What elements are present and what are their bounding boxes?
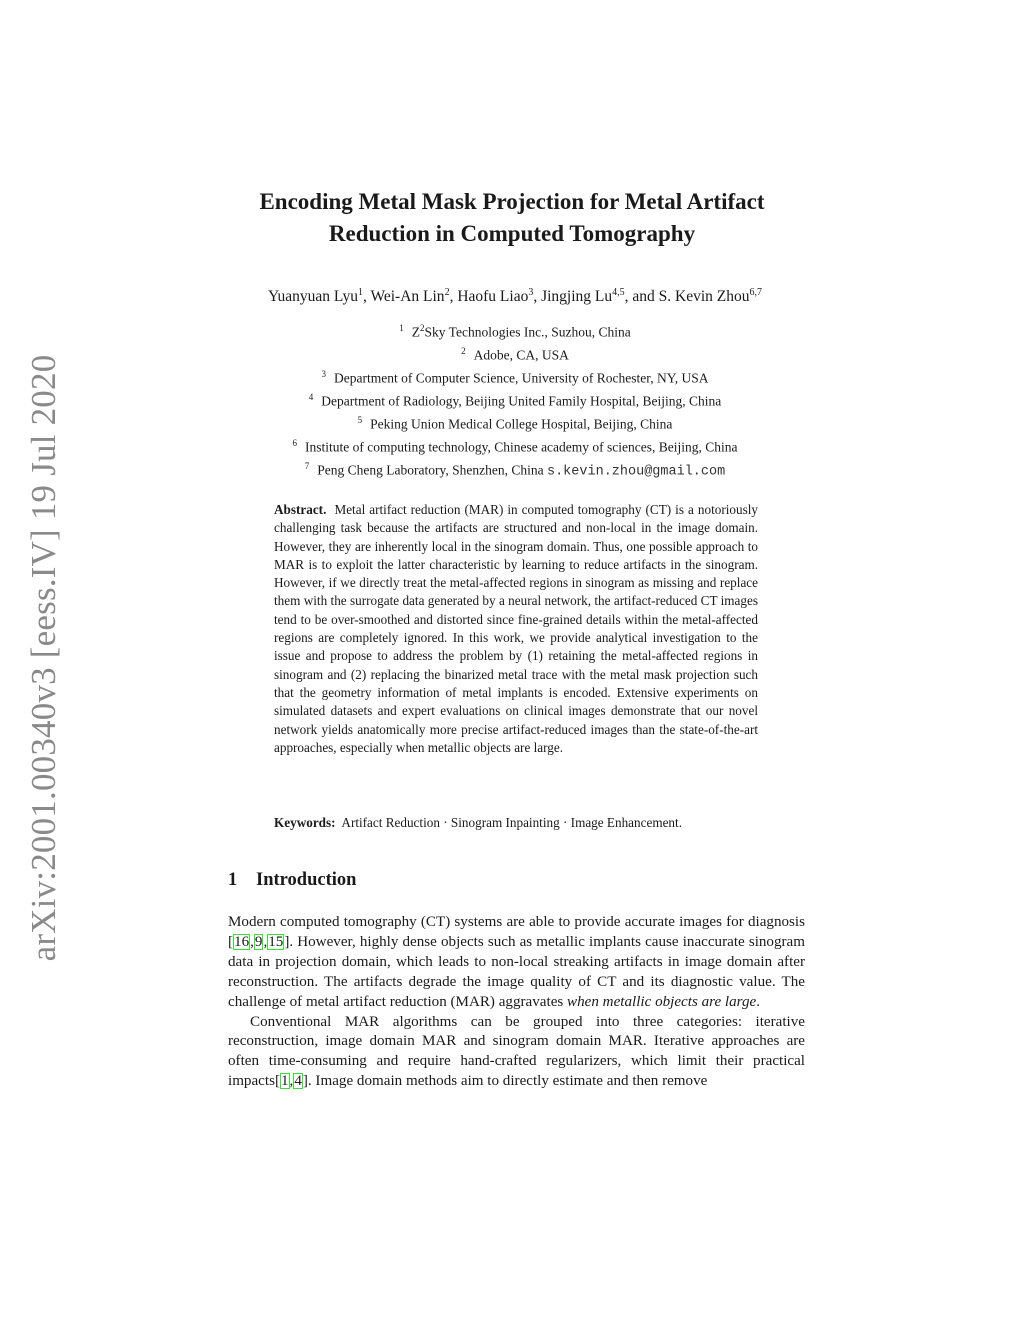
citation-sep: , bbox=[263, 933, 268, 950]
citation-link[interactable]: 15 bbox=[268, 933, 284, 950]
affiliation-number: 2 bbox=[461, 346, 466, 356]
affiliation-number: 7 bbox=[304, 461, 310, 471]
author-name: Wei-An Lin bbox=[370, 288, 445, 306]
affiliation-item bbox=[0, 434, 1024, 457]
keywords-label: Keywords: bbox=[274, 815, 336, 830]
citation-link[interactable]: 4 bbox=[294, 1073, 302, 1090]
affiliation-number: 3 bbox=[321, 369, 326, 379]
affiliation-text: Sky Technologies Inc., Suzhou, China bbox=[424, 324, 631, 340]
affiliation-text: Peng Cheng Laboratory, Shenzhen, China bbox=[317, 462, 544, 478]
citation-sep: , bbox=[289, 1073, 294, 1090]
citation-sep: , bbox=[250, 933, 254, 950]
paragraph bbox=[228, 913, 805, 1013]
section-heading bbox=[228, 868, 356, 892]
title-line-2: Reduction in Computed Tomography bbox=[328, 221, 696, 246]
affiliation-text: Peking Union Medical College Hospital, Beijing, China bbox=[370, 416, 673, 432]
author-sep: , bbox=[449, 288, 458, 306]
affiliation-item bbox=[0, 457, 1024, 482]
abstract-text: Metal artifact reduction (MAR) in computed tomography (CT) is a notoriously challenging task because the artifacts are structured and non-local in the image domain. However, they are inherently local in the sinogram domain. Thus, one possible approach to MAR is to exploit the latter characteristic by learning to reduce artifacts in the sinogram. However, if we directly treat the metal-affected regions in sinogram as missing and replace them with the surrogate data generated by a neural network, the artifact-reduced CT images tend to be over-smoothed and distorted since fine-grained details within the metal-affected regions are completely ignored. In this work, we provide analytical investigation to the issue and propose to address the problem by (1) retaining the metal-affected regions in sinogram and (2) replacing the binarized metal trace with the metal mask projection such that the geometry information of metal implants is encoded. Extensive experiments on simulated datasets and expert evaluations on clinical images demonstrate that our novel network yields anatomically more precise artifact-reduced images than the state-of-the-art approaches, especially when metallic objects are large. bbox=[274, 502, 758, 755]
author-name: Yuanyuan Lyu bbox=[268, 288, 358, 306]
author-list bbox=[0, 283, 1024, 307]
paragraph bbox=[228, 1013, 805, 1093]
affiliation-number: 1 bbox=[399, 323, 404, 333]
paper-title bbox=[0, 186, 1024, 250]
author-name: Haofu Liao bbox=[457, 288, 529, 306]
paragraph-text: ]. Image domain methods aim to directly estimate and then remove bbox=[302, 1073, 708, 1090]
keywords bbox=[274, 814, 758, 832]
author-sep: , bbox=[362, 288, 371, 306]
abstract bbox=[274, 501, 758, 757]
paragraph-text: ]. However, highly dense objects such as metallic implants cause inaccurate sinogram data in projection domain, which leads to non-local streaking artifacts in image domain after reconstruction. The artifacts degrade the image quality of CT and its diagnostic value. The challenge of metal artifact reduction (MAR) aggravates bbox=[228, 933, 805, 1010]
keywords-text: Artifact Reduction · Sinogram Inpainting · Image Enhancement. bbox=[341, 815, 682, 830]
author-name: Jingjing Lu bbox=[541, 288, 613, 306]
affiliation-company-sup: 2 bbox=[420, 323, 425, 333]
section-title: Introduction bbox=[256, 870, 357, 890]
affiliation-list bbox=[0, 319, 1024, 482]
author-name: S. Kevin Zhou bbox=[658, 288, 750, 306]
affiliation-company-prefix: Z bbox=[411, 324, 421, 340]
author-sup: 2 bbox=[444, 287, 450, 298]
abstract-label: Abstract. bbox=[274, 502, 327, 517]
affiliation-number: 4 bbox=[308, 392, 314, 402]
citation-link[interactable]: 16 bbox=[234, 933, 250, 950]
paragraph-text: Modern computed tomography (CT) systems are able to provide accurate images for diagnosis [ bbox=[228, 914, 805, 950]
paragraph-text: . bbox=[756, 993, 761, 1010]
author-sup: 6,7 bbox=[749, 287, 762, 298]
affiliation-item bbox=[0, 365, 1024, 388]
affiliation-item bbox=[0, 319, 1024, 342]
affiliation-item bbox=[0, 388, 1024, 411]
section-number: 1 bbox=[228, 870, 238, 890]
affiliation-text: Institute of computing technology, Chinese academy of sciences, Beijing, China bbox=[304, 439, 738, 455]
affiliation-number: 5 bbox=[357, 415, 363, 425]
citation-link[interactable]: 9 bbox=[254, 933, 263, 950]
affiliation-item bbox=[0, 411, 1024, 434]
citation-link[interactable]: 1 bbox=[280, 1073, 289, 1090]
paragraph-text: Conventional MAR algorithms can be grouped into three categories: iterative reconstruction, image domain MAR and sinogram domain MAR. Iterative approaches are often time-consuming and require hand-crafted regularizers, which limit their practical impacts[ bbox=[228, 1013, 805, 1090]
body-text bbox=[228, 913, 805, 1092]
affiliation-text: Adobe, CA, USA bbox=[473, 347, 569, 363]
arxiv-id[interactable]: arXiv:2001.00340v3 [eess.IV] 19 Jul 2020 bbox=[24, 354, 63, 962]
author-sup: 4,5 bbox=[612, 287, 625, 298]
emphasis-text: when metallic objects are large bbox=[567, 993, 757, 1010]
affiliation-number: 6 bbox=[292, 438, 297, 448]
author-sup: 3 bbox=[528, 287, 534, 298]
author-sep: , and bbox=[624, 288, 659, 306]
affiliation-item bbox=[0, 342, 1024, 365]
author-sup: 1 bbox=[357, 287, 363, 298]
contact-email[interactable]: s.kevin.zhou@gmail.com bbox=[546, 464, 726, 480]
title-line-1: Encoding Metal Mask Projection for Metal Artifact bbox=[259, 189, 765, 214]
author-sep: , bbox=[533, 288, 542, 306]
affiliation-text: Department of Computer Science, University of Rochester, NY, USA bbox=[333, 370, 709, 386]
affiliation-text: Department of Radiology, Beijing United Family Hospital, Beijing, China bbox=[321, 393, 722, 409]
